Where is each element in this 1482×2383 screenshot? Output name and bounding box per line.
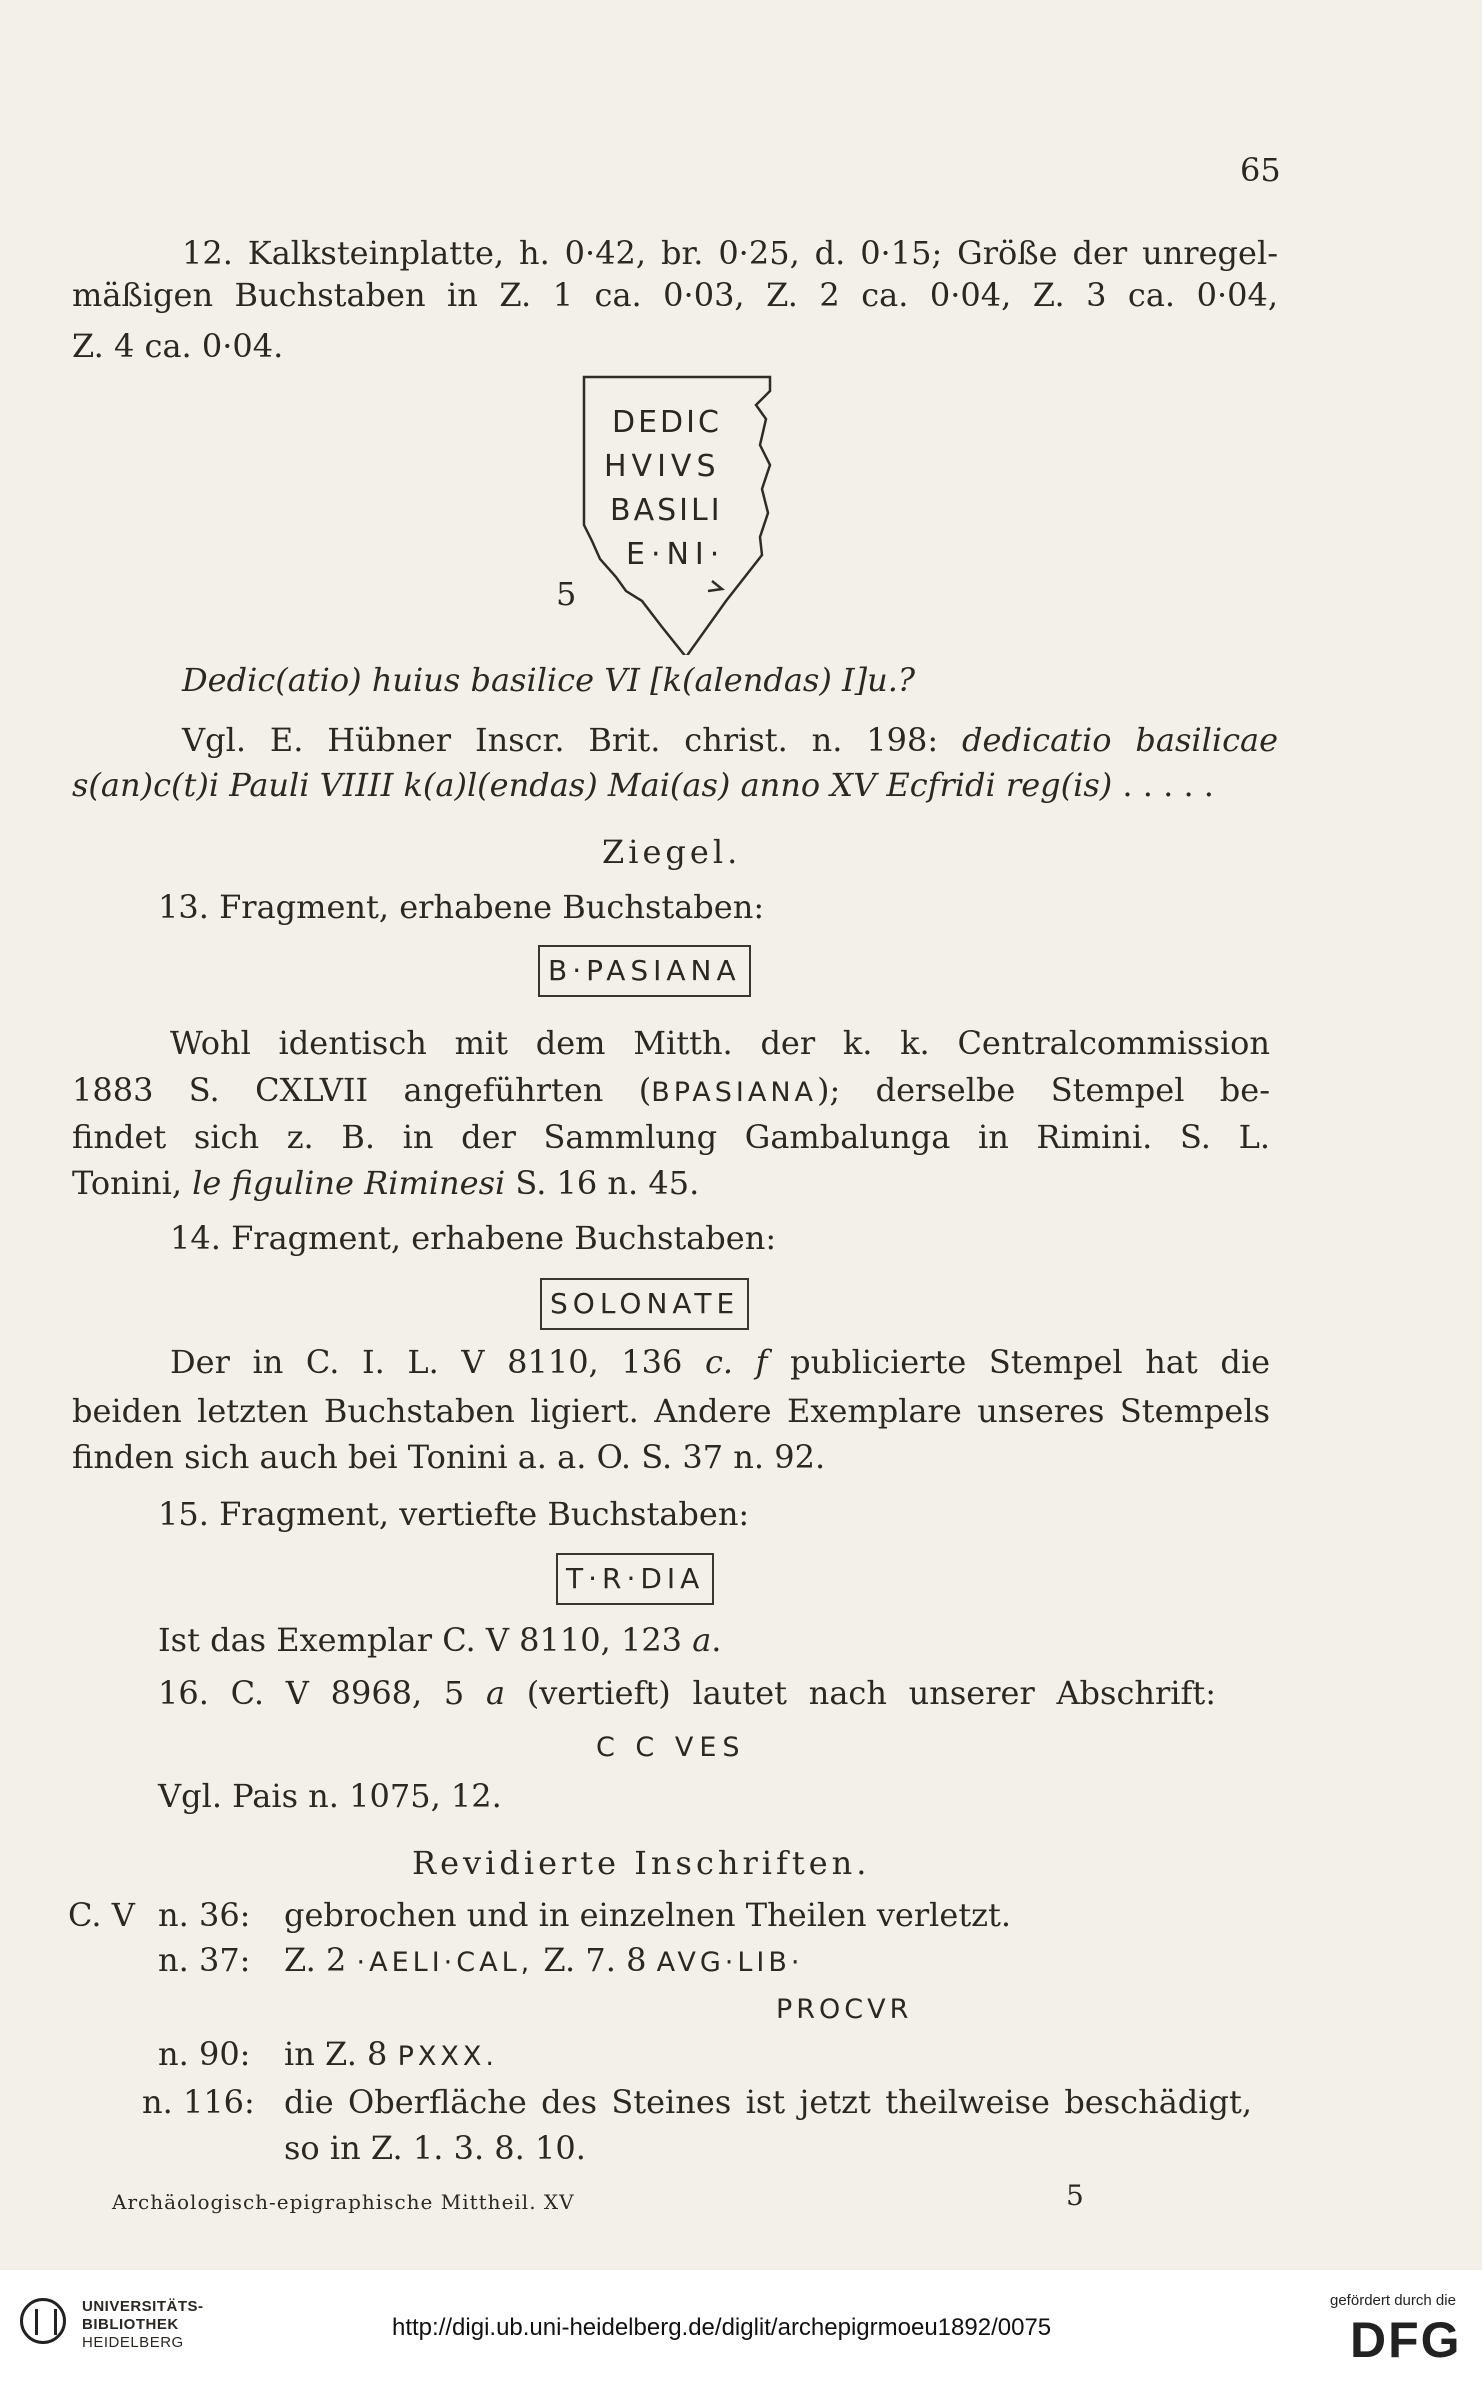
library-name-2: BIBLIOTHEK: [82, 2316, 179, 2333]
stamp-solonate: SOLONATE: [540, 1278, 749, 1330]
running-footer: Archäologisch-epigraphische Mittheil. XV: [112, 2190, 575, 2214]
stamp-trdia: T·R·DIA: [556, 1553, 714, 1605]
item13-p1: Wohl identisch mit dem Mitth. der k. k. Centralcommission: [170, 1024, 1270, 1062]
item16-vgl: Vgl. Pais n. 1075, 12.: [158, 1777, 502, 1815]
revised-n37-procvr: PROCVR: [776, 1994, 913, 2025]
inscription-line-3: BASILI: [610, 493, 723, 528]
revised-n36-num: n. 36:: [158, 1896, 251, 1934]
revised-cv: C. V: [68, 1896, 135, 1934]
inscription-line-2: HVIVS: [604, 449, 721, 484]
line-marker: 5: [556, 575, 577, 613]
item14-p1: Der in C. I. L. V 8110, 136 c. f publicierte Stempel hat die: [170, 1343, 1271, 1381]
source-url[interactable]: http://digi.ub.uni-heidelberg.de/diglit/archepigrmoeu1892/0075: [392, 2314, 1052, 2341]
item16-copy: C C VES: [596, 1732, 746, 1763]
item13-heading: 13. Fragment, erhabene Buchstaben:: [158, 888, 765, 926]
item13-p4: Tonini, le figuline Riminesi S. 16 n. 45.: [72, 1164, 700, 1202]
page-number: 65: [1240, 151, 1281, 189]
inscription-line-4: E·NI·: [626, 537, 726, 572]
dfg-logo: DFG: [1350, 2312, 1462, 2368]
section-ziegel: Ziegel.: [602, 833, 742, 871]
revised-n116-line1: die Oberfläche des Steines ist jetzt theilweise beschädigt,: [284, 2083, 1252, 2121]
item13-p3: findet sich z. B. in der Sammlung Gambalunga in Rimini. S. L.: [72, 1118, 1270, 1156]
stamp-pasiana: B·PASIANA: [538, 945, 751, 997]
stone-inscription-drawing: [556, 365, 786, 655]
revised-n116-line2: so in Z. 1. 3. 8. 10.: [284, 2129, 586, 2167]
item14-heading: 14. Fragment, erhabene Buchstaben:: [170, 1219, 777, 1257]
item12-vgl-line2: s(an)c(t)i Pauli VIIII k(a)l(endas) Mai(as) anno XV Ecfridi reg(is) . . . . .: [72, 766, 1214, 804]
revised-n36: gebrochen und in einzelnen Theilen verletzt.: [284, 1896, 1012, 1934]
revised-n37: Z. 2 ·AELI·CAL, Z. 7. 8 AVG·LIB·: [284, 1941, 804, 1979]
item15-heading: 15. Fragment, vertiefte Buchstaben:: [158, 1495, 750, 1533]
inscription-line-1: DEDIC: [612, 405, 722, 440]
item15-p1: Ist das Exemplar C. V 8110, 123 a.: [158, 1621, 722, 1659]
library-name-1: UNIVERSITÄTS-: [82, 2298, 204, 2315]
item12-vgl-line1: Vgl. E. Hübner Inscr. Brit. christ. n. 198: dedicatio basilicae: [182, 721, 1279, 759]
item16-line1: 16. C. V 8968, 5 a (vertieft) lautet nach unserer Abschrift:: [158, 1674, 1217, 1712]
library-footer: [0, 2270, 1482, 2383]
item14-p3: finden sich auch bei Tonini a. a. O. S. 37 n. 92.: [72, 1438, 826, 1476]
item12-line2: mäßigen Buchstaben in Z. 1 ca. 0·03, Z. 2 ca. 0·04, Z. 3 ca. 0·04,: [72, 276, 1278, 314]
funded-by-label: gefördert durch die: [1330, 2292, 1456, 2309]
item13-p2: 1883 S. CXLVII angeführten (BPASIANA); derselbe Stempel be-: [72, 1071, 1271, 1109]
revised-n116-num: n. 116:: [142, 2083, 255, 2121]
item12-line1: 12. Kalksteinplatte, h. 0·42, br. 0·25, d. 0·15; Größe der unregel-: [182, 234, 1278, 272]
section-revidierte: Revidierte Inschriften.: [412, 1844, 871, 1882]
library-logo-icon: [20, 2298, 66, 2344]
item12-line3: Z. 4 ca. 0·04.: [72, 327, 284, 365]
item12-reading: Dedic(atio) huius basilice VI [k(alendas) I]u.?: [182, 661, 916, 699]
revised-n90: in Z. 8 PXXX.: [284, 2035, 498, 2073]
revised-n37-num: n. 37:: [158, 1941, 251, 1979]
library-name-3: HEIDELBERG: [82, 2334, 184, 2351]
signature-mark: 5: [1066, 2179, 1084, 2212]
item14-p2: beiden letzten Buchstaben ligiert. Andere Exemplare unseres Stempels: [72, 1392, 1270, 1430]
revised-n90-num: n. 90:: [158, 2035, 251, 2073]
